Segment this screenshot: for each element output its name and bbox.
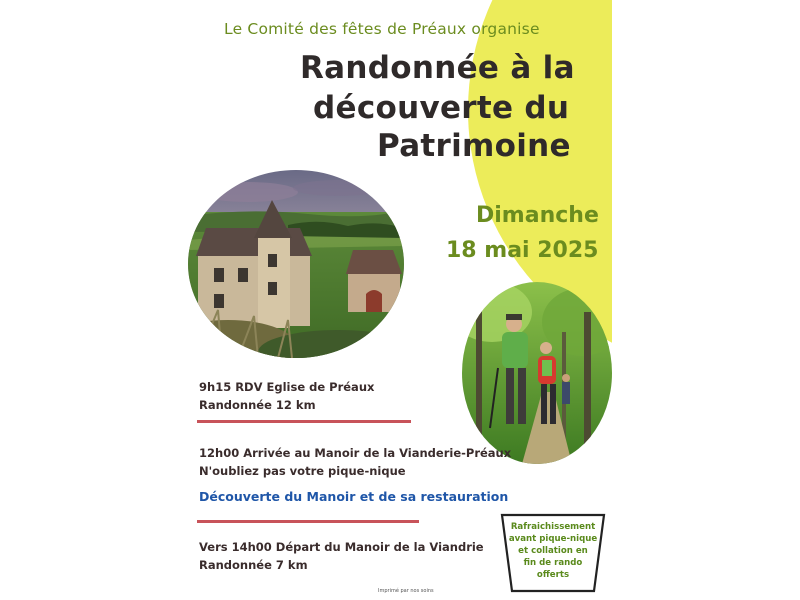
refreshment-line-1: Rafraichissement [510, 522, 596, 532]
schedule-1-line-1: 9h15 RDV Eglise de Préaux [199, 380, 375, 394]
schedule-2-line-2: N'oubliez pas votre pique-nique [199, 464, 406, 478]
refreshment-box [500, 513, 606, 593]
refreshment-line-3: et collation en [518, 546, 588, 556]
schedule-3-line-2: Randonnée 7 km [199, 558, 308, 572]
refreshment-line-2: avant pique-nique [508, 534, 598, 544]
refreshment-line-4: fin de rando [523, 558, 583, 568]
event-date: 18 mai 2025 [446, 238, 599, 263]
refreshment-text [508, 521, 598, 581]
refreshment-line-5: offerts [536, 570, 570, 580]
organiser-line: Le Comité des fêtes de Préaux organise [224, 20, 540, 38]
schedule-1-line-2: Randonnée 12 km [199, 398, 316, 412]
title-line-1: Randonnée à la [300, 50, 575, 86]
section-divider [197, 420, 411, 423]
manor-discovery-highlight: Découverte du Manoir et de sa restauration [199, 489, 509, 504]
schedule-2-line-1: 12h00 Arrivée au Manoir de la Vianderie-Préaux [199, 446, 512, 460]
schedule-3-line-1: Vers 14h00 Départ du Manoir de la Viandrie [199, 540, 484, 554]
footer-note: Imprimé par nos soins [378, 588, 434, 594]
section-divider [197, 520, 419, 523]
event-day: Dimanche [476, 203, 599, 228]
title-line-2: découverte du [313, 90, 570, 126]
manor-photo [188, 170, 404, 358]
title-line-3: Patrimoine [377, 128, 571, 164]
hikers-photo [462, 282, 612, 464]
